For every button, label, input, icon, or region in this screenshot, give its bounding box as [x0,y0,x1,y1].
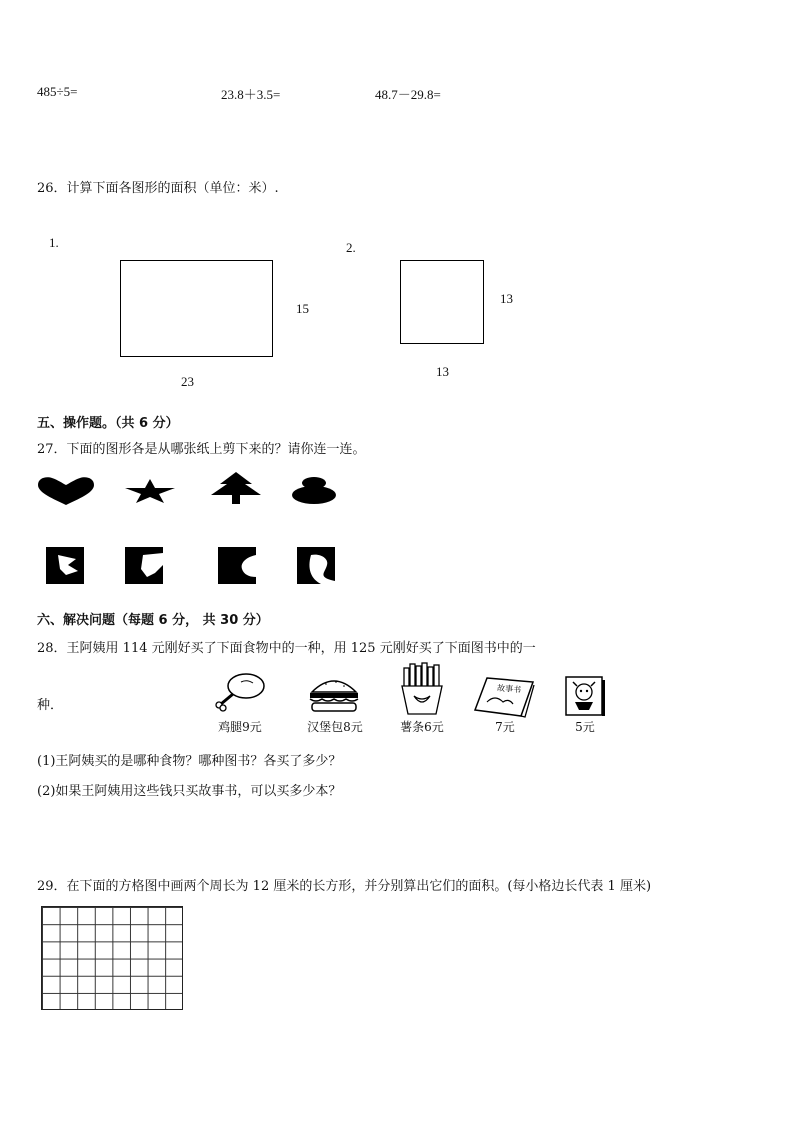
item-caption-5: 5元 [575,720,595,734]
storybook-title: 故事书 [496,683,522,695]
square-grid [41,906,183,1010]
arith-2: 23.8＋3.5= [221,87,281,102]
paper-c [218,547,256,584]
paper-b [125,547,163,584]
arith-1: 485÷5= [37,84,78,99]
star-shape [123,478,177,504]
q27-title: 27．下面的图形各是从哪张纸上剪下来的？请你连一连。 [37,442,366,457]
arith-3: 48.7－29.8= [375,87,441,102]
item-caption-4: 7元 [495,720,515,734]
paper-d [297,547,335,584]
section-6-heading: 六、解决问题（每题 6 分， 共 30 分） [37,613,269,628]
q28-title: 28．王阿姨用 114 元刚好买了下面食物中的一种，用 125 元刚好买了下面图书中的一 [37,641,536,656]
square-bottom-label: 13 [436,364,449,379]
drumstick-icon [213,670,269,714]
rectangle-figure [120,260,273,357]
square-side-label: 13 [500,291,513,306]
stacked-oval-shape [290,475,338,505]
paper-a [46,547,84,584]
q28-sub1: (1)王阿姨买的是哪种食物？哪种图书？各买了多少？ [37,754,342,769]
q29-title: 29．在下面的方格图中画两个周长为 12 厘米的长方形，并分别算出它们的面积。(每小格边长代表 1 厘米) [37,879,652,894]
fig1-label: 1. [49,235,59,250]
item-caption-2: 汉堡包8元 [307,720,363,734]
tree-shape [208,471,264,505]
heart-shape [36,475,96,507]
item-caption-1: 鸡腿9元 [218,720,262,734]
fig2-label: 2. [346,240,356,255]
storybook-icon [473,676,535,718]
hamburger-icon [306,672,362,716]
rect-height-label: 15 [296,301,309,316]
q26-title: 26．计算下面各图形的面积（单位：米）. [37,181,279,196]
q28-title-cont: 种． [37,698,64,713]
fries-icon [398,662,446,716]
section-5-heading: 五、操作题。（共 6 分） [37,416,179,431]
comic-book-icon [563,674,607,718]
square-figure [400,260,484,344]
q28-sub2: (2)如果王阿姨用这些钱只买故事书，可以买多少本？ [37,784,342,799]
rect-width-label: 23 [181,374,194,389]
item-caption-3: 薯条6元 [400,720,444,734]
